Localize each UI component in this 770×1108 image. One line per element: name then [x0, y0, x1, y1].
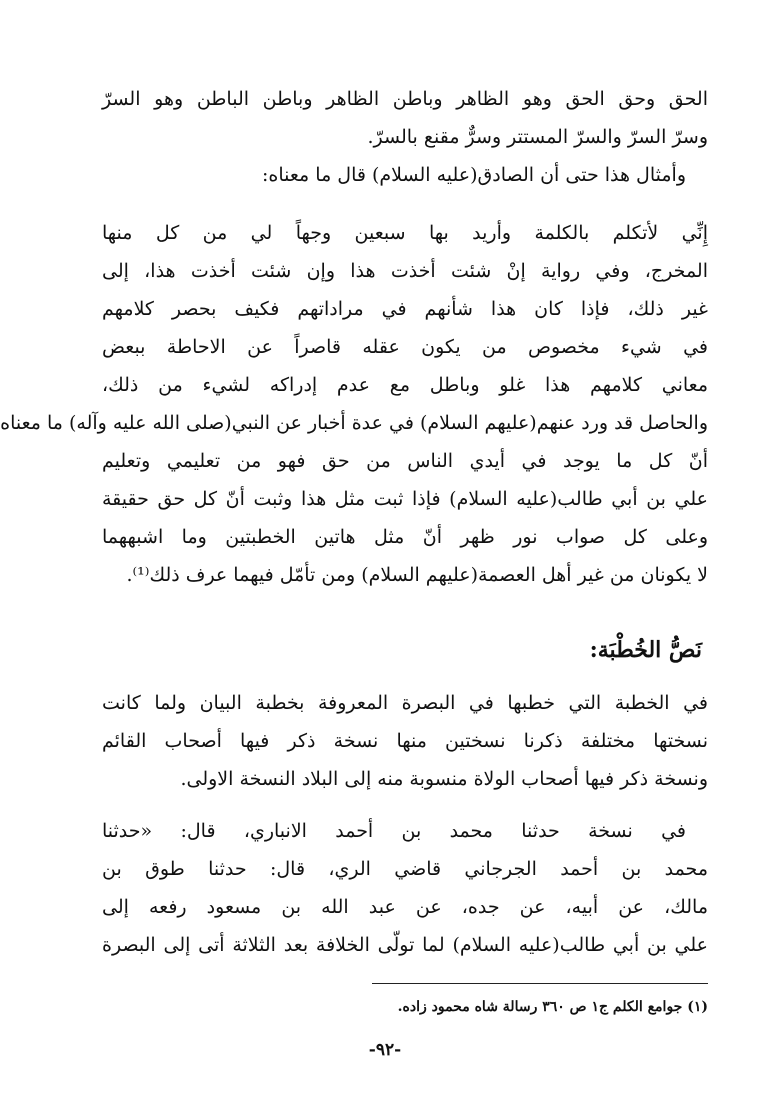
section-heading: نَصُّ الخُطْبَة: — [589, 637, 702, 663]
paragraph-4 — [102, 684, 708, 798]
text-line: معاني كلامهم هذا غلو وباطل مع عدم إدراكه لشيء من ذلك، — [102, 374, 708, 396]
text-line: في الخطبة التي خطبها في البصرة المعروفة بخطبة البيان ولما كانت — [102, 692, 708, 714]
page-number: -٩٢- — [368, 1040, 402, 1060]
text-line: محمد بن أحمد الجرجاني قاضي الري، قال: حدثنا طوق بن — [102, 858, 708, 880]
text-line: أنّ كل ما يوجد في أيدي الناس من حق فهو من تعليمي وتعليم — [102, 450, 708, 472]
paragraph-5 — [102, 812, 708, 964]
text-line: وسرّ السرّ والسرّ المستتر وسرٌّ مقنع بالسرّ. — [367, 126, 708, 148]
text-line: وعلى كل صواب نور ظهر أنّ مثل هاتين الخطبتين وما اشبههما — [102, 526, 708, 548]
text-line: الحق وحق الحق وهو الظاهر وباطن الظاهر وباطن الباطن وهو السرّ — [102, 88, 708, 110]
text-line: في شيء مخصوص من يكون عقله قاصراً عن الاحاطة ببعض — [102, 336, 708, 358]
footnote-divider — [372, 983, 708, 984]
text-line: ونسخة ذكر فيها أصحاب الولاة منسوبة منه إلى البلاد النسخة الاولى. — [180, 768, 708, 790]
text-line: علي بن أبي طالب(عليه السلام) لما تولّى الخلافة بعد الثلاثة أتى إلى البصرة — [102, 934, 708, 956]
text-line: مالك، عن أبيه، عن جده، عن عبد الله بن مسعود رفعه إلى — [102, 896, 708, 918]
footnote: (١) جوامع الكلم ج١ ص ٣٦٠ رسالة شاه محمود زاده. — [397, 999, 708, 1015]
text-line: وأمثال هذا حتى أن الصادق(عليه السلام) قال ما معناه: — [262, 164, 686, 186]
text-line: علي بن أبي طالب(عليه السلام) فإذا ثبت مثل هذا وثبت أنّ كل حق حقيقة — [102, 488, 708, 510]
paragraph-1 — [102, 80, 708, 156]
paragraph-2 — [102, 156, 708, 194]
text-line: غير ذلك، فإذا كان هذا شأنهم في مراداتهم فكيف بحصر كلامهم — [102, 298, 708, 320]
text-line: في نسخة حدثنا محمد بن أحمد الانباري، قال: «حدثنا — [102, 820, 686, 842]
paragraph-3 — [0, 214, 708, 594]
text-line: نسختها مختلفة ذكرنا نسختين منها نسخة ذكر فيها أصحاب القائم — [102, 730, 708, 752]
text-line: والحاصل قد ورد عنهم(عليهم السلام) في عدة أخبار عن النبي(صلى الله عليه وآله) ما معناه — [0, 412, 708, 434]
text-line: المخرج، وفي رواية إنْ شئت أخذت هذا وإن شئت أخذت هذا، إلى — [102, 260, 708, 282]
text-line: إِنِّي لأتكلم بالكلمة وأريد بها سبعين وجهاً لي من كل منها — [102, 222, 708, 244]
text-line: لا يكونان من غير أهل العصمة(عليهم السلام) ومن تأمّل فيهما عرف ذلك⁽¹⁾. — [126, 564, 708, 586]
